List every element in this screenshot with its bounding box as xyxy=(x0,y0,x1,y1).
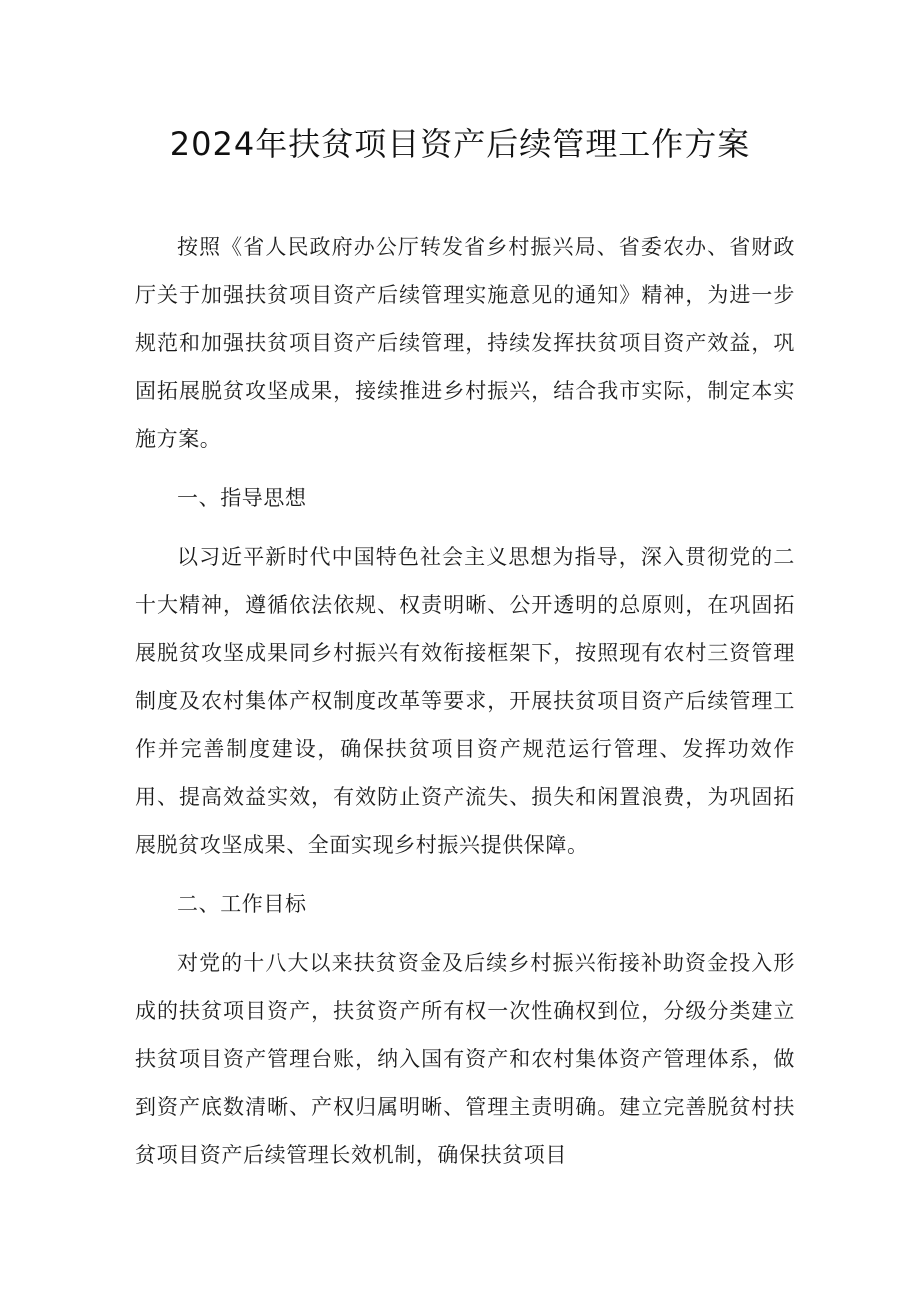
section-paragraph-guiding-ideology: 以习近平新时代中国特色社会主义思想为指导，深入贯彻党的二十大精神，遵循依法依规、权责明晰、公开透明的总原则，在巩固拓展脱贫攻坚成果同乡村振兴有效衔接框架下，按照现有农村三资管理制度及农村集体产权制度改革等要求，开展扶贫项目资产后续管理工作并完善制度建设，确保扶贫项目资产规范运行管理、发挥功效作用、提高效益实效，有效防止资产流失、损失和闲置浪费，为巩固拓展脱贫攻坚成果、全面实现乡村振兴提供保障。 xyxy=(135,545,795,857)
section-heading-work-goals: 二、工作目标 xyxy=(177,892,307,916)
document-title: 2024年扶贫项目资产后续管理工作方案 xyxy=(169,125,751,163)
intro-paragraph: 按照《省人民政府办公厅转发省乡村振兴局、省委农办、省财政厅关于加强扶贫项目资产后续管理实施意见的通知》精神，为进一步规范和加强扶贫项目资产后续管理，持续发挥扶贫项目资产效益，巩固拓展脱贫攻坚成果，接续推进乡村振兴，结合我市实际，制定本实施方案。 xyxy=(135,235,795,451)
section-paragraph-work-goals: 对党的十八大以来扶贫资金及后续乡村振兴衔接补助资金投入形成的扶贫项目资产，扶贫资产所有权一次性确权到位，分级分类建立扶贫项目资产管理台账，纳入国有资产和农村集体资产管理体系，做到资产底数清晰、产权归属明晰、管理主责明确。建立完善脱贫村扶贫项目资产后续管理长效机制，确保扶贫项目 xyxy=(135,951,795,1167)
section-heading-guiding-ideology: 一、指导思想 xyxy=(177,486,307,510)
document-body xyxy=(135,223,795,1179)
